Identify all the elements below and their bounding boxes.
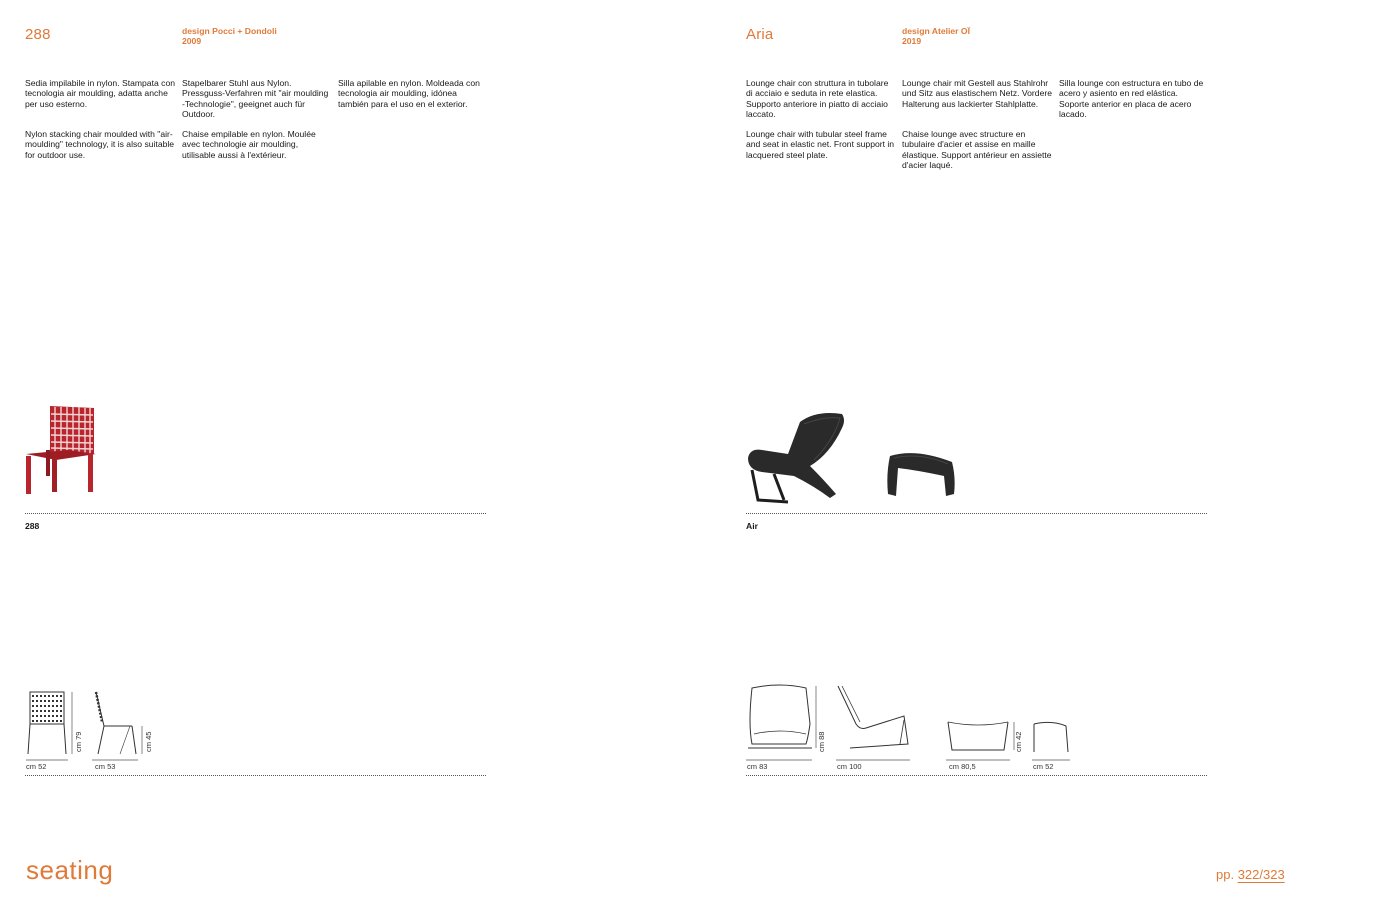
seat-height-dimension: cm 45 xyxy=(144,731,153,752)
ottoman-depth-dimension: cm 52 xyxy=(1033,762,1054,771)
divider-line xyxy=(25,513,486,514)
width-dimension: cm 52 xyxy=(26,762,47,771)
product-title: 288 xyxy=(25,26,51,43)
lounge-side-view-drawing xyxy=(836,684,912,760)
ottoman-width-dimension: cm 80,5 xyxy=(949,762,976,771)
design-year: 2019 xyxy=(902,36,922,46)
description-en: Lounge chair with tubular steel frame and seat in elastic net. Front support in lacquered steel plate. xyxy=(746,129,895,160)
description-fr: Chaise lounge avec structure en tubulaire d'acier et assise en maille élastique. Support antérieur en assiette d'acier laqué. xyxy=(902,129,1052,170)
designer-credit xyxy=(902,26,970,46)
side-view-drawing xyxy=(92,690,148,760)
height-dimension: cm 79 xyxy=(74,731,83,752)
ottoman-side-view-drawing xyxy=(1032,720,1072,760)
ottoman-height-dimension: cm 42 xyxy=(1014,731,1023,752)
ottoman-photo xyxy=(886,448,958,502)
width-dimension: cm 83 xyxy=(747,762,768,771)
depth-dimension: cm 53 xyxy=(95,762,116,771)
description-it: Sedia impilabile in nylon. Stampata con tecnologia air moulding, adatta anche per uso esterno. xyxy=(25,78,176,109)
page-range-link[interactable]: 322/323 xyxy=(1237,867,1285,882)
description-it: Lounge chair con struttura in tubolare di acciaio e seduta in rete elastica. Supporto anteriore in piatto di acciaio laccato. xyxy=(746,78,889,119)
description-es: Silla apilable en nylon. Moldeada con tecnologia air moulding, idónea también para el uso en el exterior. xyxy=(338,78,480,109)
pages-prefix: pp. xyxy=(1216,867,1235,882)
design-year: 2009 xyxy=(182,36,202,46)
description-de: Lounge chair mit Gestell aus Stahlrohr und Sitz aus elastischem Netz. Vordere Halterung aus lackierter Stahlplatte. xyxy=(902,78,1052,109)
section-title: seating xyxy=(26,855,114,885)
lounge-chair-photo xyxy=(744,410,852,508)
designer-credit xyxy=(182,26,277,46)
divider-line xyxy=(25,775,486,776)
divider-line xyxy=(746,775,1207,776)
photo-caption: Air xyxy=(746,521,758,531)
product-title: Aria xyxy=(746,26,774,43)
description-es: Silla lounge con estructura en tubo de acero y asiento en red elástica. Soporte anterior en placa de acero lacado. xyxy=(1059,78,1204,119)
designer-name: design Pocci + Dondoli xyxy=(182,26,277,36)
description-en: Nylon stacking chair moulded with "air-moulding" technology, it is also suitable for outdoor use. xyxy=(25,129,175,160)
page-numbers xyxy=(1216,867,1285,882)
ottoman-front-view-drawing xyxy=(946,716,1018,760)
lounge-front-view-drawing xyxy=(746,684,822,760)
red-chair-photo xyxy=(24,402,102,498)
description-fr: Chaise empilable en nylon. Moulée avec technologie air moulding, utilisable aussi à l'extérieur. xyxy=(182,129,316,160)
divider-line xyxy=(746,513,1207,514)
depth-dimension: cm 100 xyxy=(837,762,862,771)
description-de: Stapelbarer Stuhl aus Nylon. Pressguss-Verfahren mit "air moulding -Technologie", geeignet auch für Outdoor. xyxy=(182,78,329,119)
front-view-drawing xyxy=(26,690,76,760)
photo-caption: 288 xyxy=(25,521,40,531)
height-dimension: cm 88 xyxy=(817,731,826,752)
designer-name: design Atelier OÏ xyxy=(902,26,970,36)
